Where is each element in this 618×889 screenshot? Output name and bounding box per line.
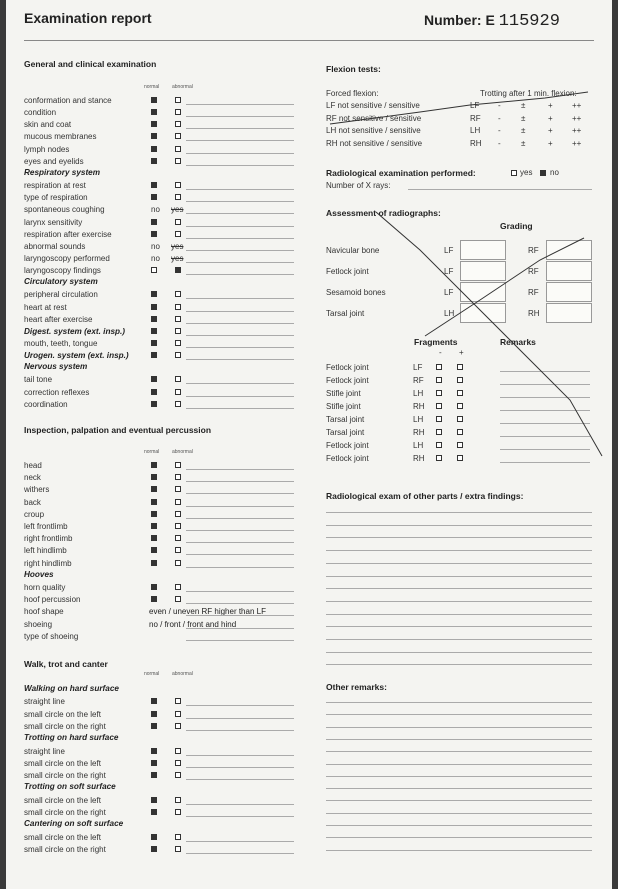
frag-row-label: Tarsal joint: [326, 428, 365, 437]
report-title: Examination report: [24, 10, 152, 26]
flexion-row-label[interactable]: LF not sensitive / sensitive: [326, 101, 420, 110]
remarks-label: Remarks: [500, 337, 536, 347]
no-label: no: [550, 168, 559, 177]
row-label: small circle on the right: [24, 721, 106, 731]
row-label: small circle on the left: [24, 709, 101, 719]
general-title: General and clinical examination: [24, 59, 157, 69]
flexion-grade[interactable]: ++: [572, 126, 582, 135]
frag-row-label: Stifle joint: [326, 402, 361, 411]
group-heading: Trotting on soft surface: [24, 782, 116, 792]
assess-left-leg: LF: [444, 267, 454, 276]
assess-right-leg: RF: [528, 288, 539, 297]
assess-right-leg: RF: [528, 246, 539, 255]
num-xrays-label: Number of X rays:: [326, 181, 391, 190]
row-label: straight line: [24, 746, 65, 756]
col-abnormal: abnormal: [172, 84, 193, 90]
flexion-leg: LH: [470, 126, 481, 135]
row-label: conformation and stance: [24, 96, 112, 105]
fragments-label: Fragments: [414, 337, 458, 347]
row-label: eyes and eyelids: [24, 156, 84, 166]
flexion-grade[interactable]: ±: [521, 113, 526, 123]
walk-title: Walk, trot and canter: [24, 659, 108, 669]
row-label: correction reflexes: [24, 387, 90, 397]
col-abnormal-2: abnormal: [172, 449, 193, 455]
flexion-grade[interactable]: -: [498, 138, 501, 148]
forced-flexion: Forced flexion:: [326, 89, 379, 98]
other-remarks-title: Other remarks:: [326, 682, 387, 692]
row-label: type of respiration: [24, 193, 88, 203]
assess-right-leg: RH: [528, 309, 540, 318]
row-label: abnormal sounds: [24, 241, 86, 251]
row-label: coordination: [24, 399, 68, 409]
col-normal-2: normal: [144, 449, 160, 455]
row-label: small circle on the left: [24, 758, 101, 768]
grading-label: Grading: [500, 221, 533, 231]
row-label: small circle on the left: [24, 795, 101, 805]
row-label: croup: [24, 509, 45, 519]
no-option[interactable]: no: [151, 205, 160, 215]
row-label: mucous membranes: [24, 132, 97, 142]
group-heading: Trotting on hard surface: [24, 733, 119, 743]
frag-leg: LH: [413, 389, 424, 398]
col-normal: normal: [144, 84, 160, 90]
flexion-row-label[interactable]: RF not sensitive / sensitive: [326, 113, 422, 123]
group-heading: Walking on hard surface: [24, 684, 119, 693]
flexion-row-label[interactable]: LH not sensitive / sensitive: [326, 126, 421, 135]
yes-option[interactable]: yes: [171, 253, 184, 263]
trotting-after: Trotting after 1 min. flexion:: [480, 89, 577, 98]
flexion-leg: RH: [470, 138, 482, 148]
flexion-grade[interactable]: ±: [521, 101, 526, 110]
frag-leg: LF: [413, 363, 423, 372]
inspection-title: Inspection, palpation and eventual percussion: [24, 425, 212, 435]
frag-leg: LH: [413, 441, 424, 450]
row-label: small circle on the right: [24, 771, 106, 781]
row-label: laryngoscopy findings: [24, 266, 101, 276]
number-value: 115929: [498, 12, 560, 31]
frag-row-label: Fetlock joint: [326, 376, 369, 385]
col-abnormal-3: abnormal: [172, 671, 193, 677]
assess-left-leg: LF: [444, 246, 454, 255]
group-heading: Circulatory system: [24, 277, 98, 287]
row-label: respiration after exercise: [24, 229, 112, 239]
yes-label: yes: [520, 168, 533, 177]
assess-row-label: Fetlock joint: [326, 267, 369, 276]
row-label: type of shoeing: [24, 631, 79, 641]
assess-row-label: Sesamoid bones: [326, 288, 386, 297]
row-label: larynx sensitivity: [24, 217, 83, 227]
frag-leg: RH: [413, 454, 425, 463]
assess-left-leg: LH: [444, 309, 455, 318]
row-label: horn quality: [24, 583, 66, 592]
no-option[interactable]: no: [151, 253, 160, 263]
row-label: right hindlimb: [24, 558, 72, 568]
frag-row-label: Stifle joint: [326, 389, 361, 398]
flexion-grade[interactable]: +: [548, 101, 553, 110]
assess-left-leg: LF: [444, 288, 454, 297]
row-label: hoof shape: [24, 607, 64, 617]
flexion-grade[interactable]: ++: [572, 138, 582, 148]
flexion-leg: RF: [470, 113, 481, 123]
row-label: right frontlimb: [24, 534, 73, 544]
frag-leg: RH: [413, 428, 425, 437]
row-label: respiration at rest: [24, 181, 86, 191]
row-label: Digest. system (ext. insp.): [24, 326, 126, 336]
flexion-grade[interactable]: -: [498, 101, 501, 110]
frag-row-label: Tarsal joint: [326, 415, 365, 424]
row-label: small circle on the left: [24, 832, 101, 842]
row-label: hoof percussion: [24, 595, 81, 605]
row-label: left hindlimb: [24, 546, 67, 556]
assess-right-leg: RF: [528, 267, 539, 276]
row-label: shoeing: [24, 619, 53, 629]
flexion-grade[interactable]: ±: [521, 126, 526, 135]
handwritten-entry[interactable]: even / uneven RF higher than LF: [149, 607, 266, 617]
row-label: heart after exercise: [24, 314, 93, 324]
row-label: head: [24, 461, 42, 470]
row-label: heart at rest: [24, 302, 67, 312]
row-label: condition: [24, 108, 57, 118]
row-label: tail tone: [24, 375, 53, 385]
number-label: Number: E: [424, 12, 495, 28]
frag-leg: LH: [413, 415, 424, 424]
group-heading: Hooves: [24, 569, 54, 579]
frag-minus: -: [439, 348, 442, 357]
row-label: peripheral circulation: [24, 290, 98, 300]
row-label: left frontlimb: [24, 522, 68, 531]
flexion-grade[interactable]: +: [548, 126, 553, 135]
row-label: neck: [24, 473, 41, 483]
row-label: mouth, teeth, tongue: [24, 339, 98, 348]
no-option[interactable]: no: [151, 241, 160, 251]
row-label: laryngoscopy performed: [24, 253, 110, 263]
flexion-leg: LF: [470, 101, 480, 110]
frag-leg: RF: [413, 376, 424, 385]
frag-plus: +: [459, 348, 464, 357]
row-label: withers: [24, 485, 50, 495]
flexion-grade[interactable]: -: [498, 113, 501, 123]
frag-leg: RH: [413, 402, 425, 411]
flexion-title: Flexion tests:: [326, 64, 381, 74]
assess-row-label: Navicular bone: [326, 246, 380, 255]
flexion-grade[interactable]: ++: [572, 101, 582, 110]
handwritten-entry[interactable]: no / front / front and hind: [149, 619, 237, 629]
group-heading: Respiratory system: [24, 167, 100, 177]
flexion-row-label[interactable]: RH not sensitive / sensitive: [326, 138, 423, 148]
row-label: spontaneous coughing: [24, 205, 105, 215]
radiological-performed: Radiological examination performed:: [326, 168, 476, 178]
assessment-title: Assessment of radiographs:: [326, 208, 441, 218]
group-heading: Cantering on soft surface: [24, 819, 124, 829]
row-label: straight line: [24, 697, 65, 707]
row-label: lymph nodes: [24, 144, 70, 154]
row-label: back: [24, 497, 41, 507]
group-heading: Nervous system: [24, 362, 88, 372]
row-label: Urogen. system (ext. insp.): [24, 351, 129, 361]
frag-row-label: Fetlock joint: [326, 363, 369, 372]
row-label: skin and coat: [24, 120, 72, 130]
flexion-grade[interactable]: ±: [521, 138, 526, 148]
row-label: small circle on the right: [24, 808, 106, 817]
yes-option[interactable]: yes: [171, 241, 184, 251]
flexion-grade[interactable]: -: [498, 126, 501, 135]
flexion-grade[interactable]: ++: [572, 113, 582, 123]
yes-option[interactable]: yes: [171, 205, 184, 215]
assess-row-label: Tarsal joint: [326, 309, 365, 318]
col-normal-3: normal: [144, 671, 160, 677]
frag-row-label: Fetlock joint: [326, 441, 369, 450]
row-label: small circle on the right: [24, 844, 106, 854]
other-parts-title: Radiological exam of other parts / extra findings:: [326, 491, 524, 501]
flexion-grade[interactable]: +: [548, 113, 553, 123]
flexion-grade[interactable]: +: [548, 138, 553, 148]
frag-row-label: Fetlock joint: [326, 454, 369, 463]
